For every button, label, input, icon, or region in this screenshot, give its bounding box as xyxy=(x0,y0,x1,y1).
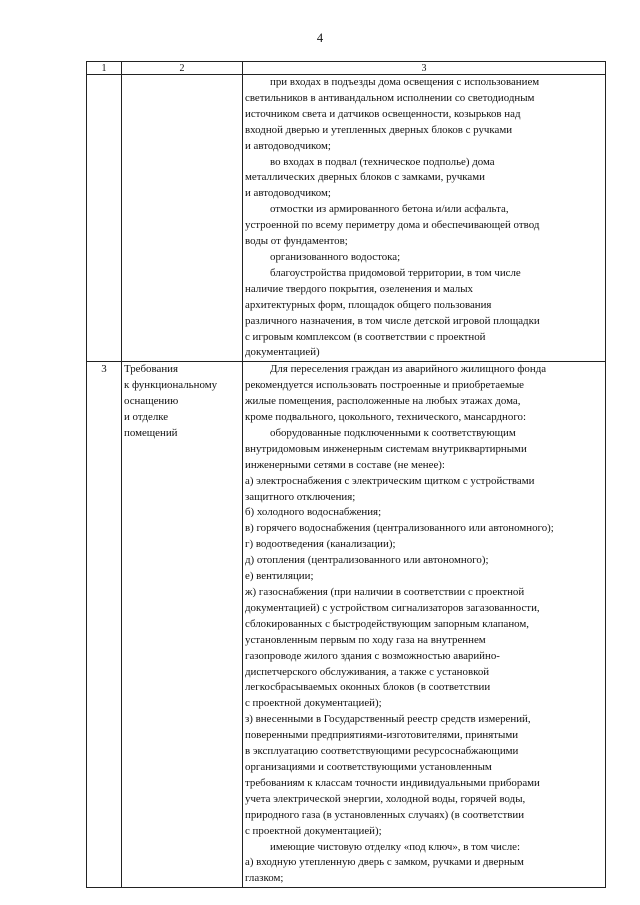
text-line: учета электрической энергии, холодной воды, горячей воды, xyxy=(245,792,526,805)
text-line: природного газа (в установленных случаях) (в соответствии xyxy=(245,808,525,821)
text-line: в эксплуатацию соответствующими ресурсоснабжающими xyxy=(245,745,519,758)
text-line: источником света и датчиков освещенности, козырьков над xyxy=(245,107,521,120)
text-line: с проектной документацией); xyxy=(245,697,382,710)
text-line: кроме подвального, цокольного, технического, мансардного: xyxy=(245,411,526,424)
row-title-line: и отделке xyxy=(124,411,169,424)
text-line: сблокированных с быстродействующим запорным клапаном, xyxy=(245,617,530,630)
text-line: различного назначения, в том числе детской игровой площадки xyxy=(245,314,540,327)
text-line: защитного отключения; xyxy=(245,490,356,503)
text-line: требованиям к классам точности индивидуальными приборами xyxy=(245,776,540,789)
table-row-3 xyxy=(87,362,606,888)
text-line: благоустройства придомовой территории, в том числе xyxy=(270,266,521,279)
row-title-line: оснащению xyxy=(124,395,179,408)
text-line: з) внесенными в Государственный реестр средств измерений, xyxy=(245,713,531,726)
page-number: 4 xyxy=(316,31,324,45)
text-line: внутридомовым инженерным системам внутриквартирными xyxy=(245,442,527,455)
row-content-cell xyxy=(243,75,606,362)
text-line: входной дверью и утепленных дверных блоков с ручками xyxy=(245,123,513,136)
text-line: металлических дверных блоков с замками, ручками xyxy=(245,171,485,184)
row-title-cell xyxy=(122,75,243,362)
table-row-continued xyxy=(87,75,606,362)
header-col-1: 1 xyxy=(87,62,122,75)
text-line: отмостки из армированного бетона и/или асфальта, xyxy=(270,203,509,216)
text-line: ж) газоснабжения (при наличии в соответствии с проектной xyxy=(245,586,525,598)
table-header-row xyxy=(87,62,606,75)
text-line: жилые помещения, расположенные на любых этажах дома, xyxy=(245,395,521,408)
text-line: и автодоводчиком; xyxy=(245,139,331,152)
text-line: инженерными сетями в составе (не менее): xyxy=(245,458,445,471)
text-line: устроенной по всему периметру дома и обеспечивающей отвод xyxy=(245,219,540,232)
text-line: светильников в антивандальном исполнении со светодиодным xyxy=(245,91,535,104)
header-col-2: 2 xyxy=(122,62,243,75)
text-line: воды от фундаментов; xyxy=(245,235,348,248)
text-line: газопроводе жилого здания с возможностью аварийно- xyxy=(245,649,500,662)
text-line: при входах в подъезды дома освещения с использованием xyxy=(270,76,540,88)
text-line: рекомендуется использовать построенные и приобретаемые xyxy=(245,379,524,392)
row-number-cell: 3 xyxy=(87,362,122,888)
text-line: диспетчерского обслуживания, а также с установкой xyxy=(245,665,490,678)
text-line: имеющие чистовую отделку «под ключ», в том числе: xyxy=(270,840,521,853)
text-line: глазком; xyxy=(245,872,284,885)
text-line: д) отопления (централизованного или автономного); xyxy=(245,554,489,567)
text-line: г) водоотведения (канализации); xyxy=(245,538,396,551)
row-number-cell xyxy=(87,75,122,362)
header-col-3: 3 xyxy=(243,62,606,75)
text-line: документацией) xyxy=(245,346,320,359)
text-line: наличие твердого покрытия, озеленения и малых xyxy=(245,282,473,295)
text-line: Для переселения граждан из аварийного жилищного фонда xyxy=(270,363,547,376)
text-line: оборудованные подключенными к соответствующим xyxy=(270,426,516,439)
text-line: поверенными предприятиями-изготовителями, принятыми xyxy=(245,729,519,742)
row-title-line: Требования xyxy=(124,363,179,376)
text-line: легкосбрасываемых оконных блоков (в соответствии xyxy=(245,681,491,694)
row-title-line: к функциональному xyxy=(124,379,218,392)
text-line: во входах в подвал (техническое подполье) дома xyxy=(270,155,495,168)
row-title-cell xyxy=(122,362,243,888)
text-line: организациями и соответствующими установленным xyxy=(245,760,492,773)
row-content-cell xyxy=(243,362,606,888)
text-line: с игровым комплексом (в соответствии с проектной xyxy=(245,330,486,343)
requirements-table xyxy=(86,61,606,888)
row-title-line: помещений xyxy=(124,426,178,439)
text-line: установленным первым по ходу газа на внутреннем xyxy=(245,633,486,646)
text-line: документацией) с устройством сигнализаторов загазованности, xyxy=(245,601,540,614)
text-line: организованного водостока; xyxy=(270,250,401,263)
text-line: а) электроснабжения с электрическим щитком с устройствами xyxy=(245,474,535,487)
text-line: а) входную утепленную дверь с замком, ручками и дверным xyxy=(245,856,524,869)
text-line: и автодоводчиком; xyxy=(245,187,331,200)
text-line: архитектурных форм, площадок общего пользования xyxy=(245,298,492,311)
text-line: в) горячего водоснабжения (централизованного или автономного); xyxy=(245,522,554,535)
text-line: с проектной документацией); xyxy=(245,824,382,837)
text-line: е) вентиляции; xyxy=(245,570,314,583)
text-line: б) холодного водоснабжения; xyxy=(245,506,382,519)
